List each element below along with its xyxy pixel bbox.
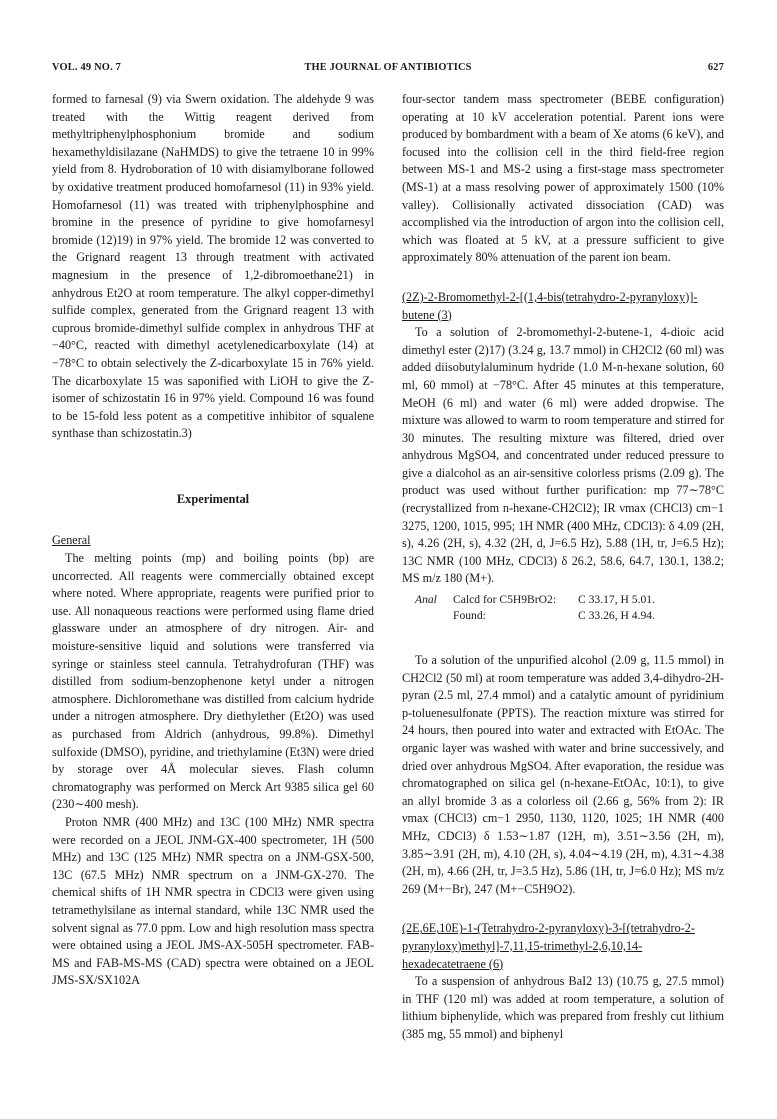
page-number: 627 [707, 62, 724, 73]
section-title: Experimental [176, 491, 250, 506]
anal-found-values: C 33.26, H 4.94. [578, 609, 655, 623]
subsection-title: General [52, 533, 91, 548]
anal-found-row [402, 608, 724, 624]
compound-heading: (2Z)-2-Bromomethyl-2-[(1,4-bis(tetrahydro-2-pyranyloxy)]-butene (3) [402, 289, 698, 322]
running-head [52, 62, 724, 78]
compound-heading: (2E,6E,10E)-1-(Tetrahydro-2-pyranyloxy)-3-[(tetrahydro-2-pyranyloxy)methyl]-7,11,15-trimethyl-2,6,10,14-hexadecatetraene (6) [402, 921, 695, 971]
volume-number: VOL. 49 NO. 7 [52, 62, 122, 73]
right-column [402, 91, 724, 1044]
body-paragraph: The melting points (mp) and boiling points (bp) are uncorrected. All reagents were commercially obtained except where noted. Where appropriate, reagents were purified prior to use. All nonaqueous reactions were performed using flame dried glassware under an atmosphere of dry nitrogen. Air- and moisture-sensitive liquid and solutions were transferred via syringe or stainless steel cannula. Tetrahydrofuran (THF) was distilled from sodium-benzophenone ketyl under a nitrogen atmosphere. Dichloromethane was distilled from calcium hydride under a nitrogen atmosphere. Dry diethylether (Et2O) was used as purchased from Aldrich (anhydrous, 99.8%). Dimethyl sulfoxide (DMSO), pyridine, and triethylamine (Et3N) were dried by storage over 4Å molecular sieves. Flash column chromatography was performed on Merck Art 9385 silica gel 60 (230∼400 mesh). [52, 551, 374, 812]
left-column [52, 91, 374, 990]
anal-calcd-label: Calcd for C5H9BrO2: [453, 593, 557, 607]
body-paragraph: To a solution of the unpurified alcohol (2.09 g, 11.5 mmol) in CH2Cl2 (50 ml) at room temperature was added 3,4-dihydro-2H-pyran (2.5 ml, 27.4 mmol) and a catalytic amount of pyridinium p-toluenesulfonate (PPTS). The reaction mixture was stirred for 24 hours, then poured into water and extracted with EtOAc. The organic layer was washed with water and brine successively, and dried over anhydrous MgSO4. After evaporation, the residue was chromatographed on silica gel (n-hexane-EtOAc, 10:1), to give an allyl bromide 3 as a colorless oil (2.66 g, 56% from 2): IR νmax (CHCl3) cm−1 2950, 1130, 1120, 1025; 1H NMR (400 MHz, CDCl3) δ 1.53∼1.87 (12H, m), 3.51∼3.56 (2H, m), 3.85∼3.91 (2H, m), 4.10 (2H, s), 4.04∼4.19 (2H, m), 4.31∼4.38 (2H, m), 4.66 (2H, tr, J=3.5 Hz), 5.86 (1H, tr, J=6.0 Hz); MS m/z 269 (M+−Br), 247 (M+−C5H9O2). [402, 653, 724, 896]
anal-calcd-row [402, 592, 724, 608]
anal-label: Anal [415, 593, 437, 607]
body-paragraph: Proton NMR (400 MHz) and 13C (100 MHz) NMR spectra were recorded on a JEOL JNM-GX-400 spectrometer, 1H (500 MHz) and 13C (125 MHz) NMR spectra on a JNM-GSX-500, 13C (67.5 MHz) NMR spectrum on a JNM-GX-270. The chemical shifts of 1H NMR spectra in CDCl3 were given using tetramethylsilane as internal standard, while 13C NMR used the solvent signal as 77.0 ppm. Low and high resolution mass spectra were obtained using a JEOL JMS-AX-505H spectrometer. FAB-MS and FAB-MS-MS (CAD) spectra were obtained on a JEOL JMS-SX/SX102A [52, 814, 374, 988]
body-paragraph: To a suspension of anhydrous BaI2 13) (10.75 g, 27.5 mmol) in THF (120 ml) was added at room temperature, a solution of lithium biphenylide, which was prepared from freshly cut lithium (385 mg, 55 mmol) and biphenyl [402, 974, 724, 1041]
anal-calcd-values: C 33.17, H 5.01. [578, 593, 655, 607]
body-paragraph: four-sector tandem mass spectrometer (BEBE configuration) operating at 10 kV acceleration potential. Parent ions were produced by bombardment with a beam of Xe atoms (6 keV), and focused into the collision cell in the third field-free region between MS-1 and MS-2 using a first-stage mass spectrometer (MS-1) at a mass resolving power of approximately 1500 (10% valley). Collisionally activated dissociation (CAD) was accomplished via the introduction of argon into the collision cell, which was floated at 5 kV, at a pressure sufficient to give approximately 80% attenuation of the parent ion beam. [402, 92, 724, 265]
spacer [402, 624, 724, 652]
anal-found-label: Found: [453, 609, 486, 623]
elemental-analysis [402, 592, 724, 624]
body-paragraph: formed to farnesal (9) via Swern oxidation. The aldehyde 9 was treated with the Wittig reagent derived from methyltriphenylphosphonium bromide and sodium hexamethyldisilazane (NaHMDS) to give the tetraene 10 in 99% yield from 8. Hydroboration of 10 with disiamylborane followed by oxidative treatment produced homofarnesol (11) in 93% yield. Homofarnesol (11) was treated with triphenylphosphine and bromine in the presence of pyridine to give homofarnesyl bromide (12)19) in 97% yield. The bromide 12 was converted to the Grignard reagent 13 through treatment with activated magnesium in the presence of 1,2-dibromoethane21) in anhydrous Et2O at room temperature. The alkyl copper-dimethyl sulfide complex, generated from the Grignard reagent 13 with cuprous bromide-dimethyl sulfide complex in anhydrous THF at −40°C, reacted with dimethyl acetylenedicarboxylate (14) at −78°C to obtain selectively the Z-dicarboxylate 15 in 76% yield. The dicarboxylate 15 was saponified with LiOH to give the Z-isomer of schizostatin 16 in 97% yield. Compound 16 was found to be 15-fold less potent as a competitive inhibitor of squalene synthase than schizostatin.3) [52, 92, 374, 441]
body-paragraph: To a solution of 2-bromomethyl-2-butene-1, 4-dioic acid dimethyl ester (2)17) (3.24 g, 13.7 mmol) in CH2Cl2 (60 ml) was added diisobutylaluminum hydride (1.0 M-n-hexane solution, 60 ml, 60 mmol) at −78°C. After 45 minutes at this temperature, MeOH (6 ml) and water (6 ml) were added dropwise. The mixture was allowed to warm to room temperature and stirred for 30 minutes. The resulting mixture was filtered, dried over anhydrous MgSO4, and concentrated under reduced pressure to give a dialcohol as an air-sensitive colorless prisms (2.09 g). The product was used without further purification: mp 77∼78°C (recrystallized from n-hexane-CH2Cl2); IR νmax (CHCl3) cm−1 3275, 1200, 1015, 995; 1H NMR (400 MHz, CDCl3): δ 4.09 (2H, s), 4.26 (2H, s), 4.32 (2H, d, J=6.5 Hz), 5.88 (1H, tr, J=6.5 Hz); 13C NMR (100 MHz, CDCl3) δ 26.2, 58.6, 64.7, 130.1, 138.2; MS m/z 180 (M+). [402, 325, 724, 586]
journal-title: THE JOURNAL OF ANTIBIOTICS [304, 62, 472, 73]
